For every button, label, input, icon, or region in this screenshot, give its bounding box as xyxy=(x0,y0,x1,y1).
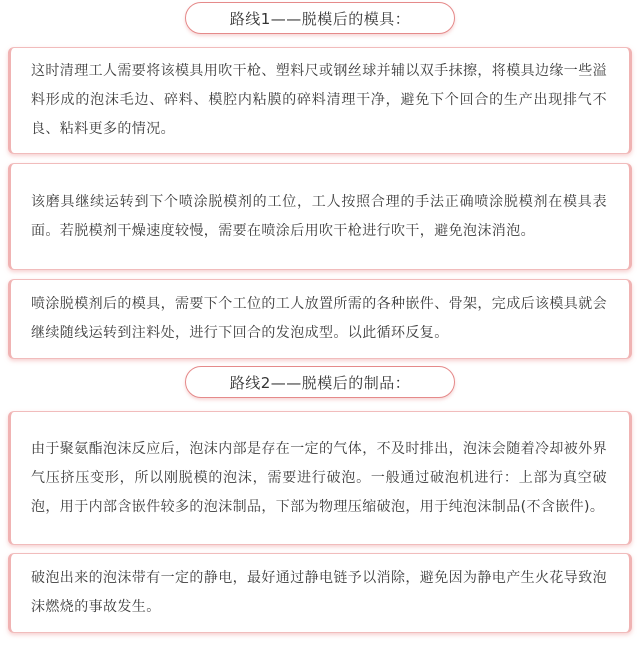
section-2-paragraph-2: 破泡出来的泡沫带有一定的静电，最好通过静电链予以消除，避免因为静电产生火花导致泡沫燃烧的事故发生。 xyxy=(31,570,607,615)
section-1-paragraph-1: 这时清理工人需要将该模具用吹干枪、塑料尺或钢丝球并辅以双手抹擦，将模具边缘一些溢料形成的泡沫毛边、碎料、模腔内粘膜的碎料清理干净，避免下个回合的生产出现排气不良、粘料更多的情况。 xyxy=(31,63,607,137)
section-2-title-wrap xyxy=(0,366,640,398)
section-1-title-wrap xyxy=(0,2,640,34)
section-1-paragraph-3: 喷涂脱模剂后的模具，需要下个工位的工人放置所需的各种嵌件、骨架，完成后该模具就会继续随线运转到注料处，进行下回合的发泡成型。以此循环反复。 xyxy=(31,296,607,341)
section-1-card-2 xyxy=(8,163,632,270)
section-1-title: 路线1——脱模后的模具： xyxy=(185,2,455,34)
section-2-paragraph-1: 由于聚氨酯泡沫反应后，泡沫内部是存在一定的气体，不及时排出，泡沫会随着冷却被外界气压挤压变形，所以刚脱模的泡沫，需要进行破泡。一般通过破泡机进行：上部为真空破泡，用于内部含嵌件较多的泡沫制品，下部为物理压缩破泡，用于纯泡沫制品(不含嵌件)。 xyxy=(31,440,607,515)
section-2-card-1 xyxy=(8,411,632,545)
section-2-card-2 xyxy=(8,553,632,633)
section-1-paragraph-2: 该磨具继续运转到下个喷涂脱模剂的工位，工人按照合理的手法正确喷涂脱模剂在模具表面。若脱模剂干燥速度较慢，需要在喷涂后用吹干枪进行吹干，避免泡沫消泡。 xyxy=(31,193,607,239)
section-1-card-3 xyxy=(8,279,632,359)
section-2-title: 路线2——脱模后的制品： xyxy=(185,366,455,398)
section-1-card-1 xyxy=(8,47,632,154)
